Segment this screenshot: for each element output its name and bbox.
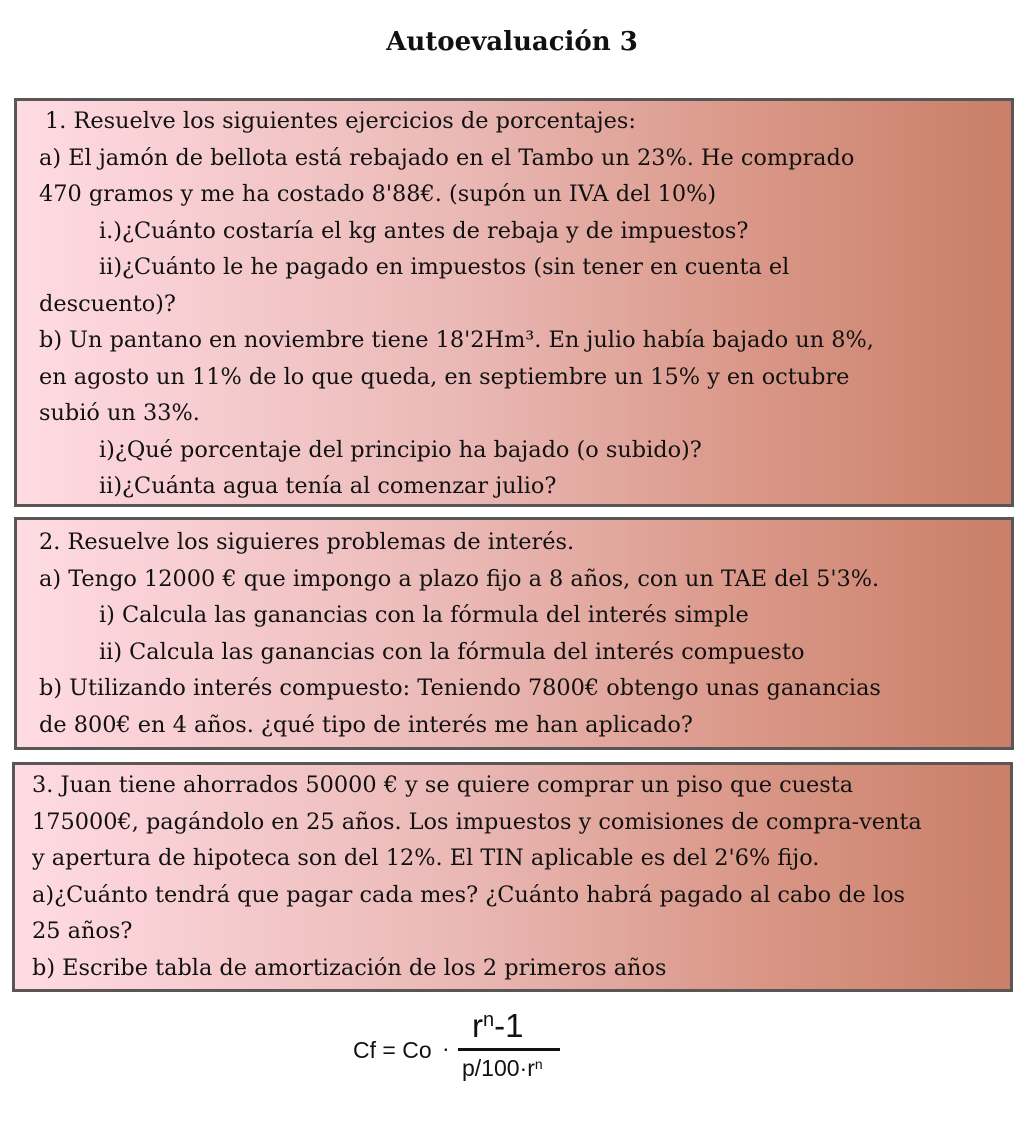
exercise-1-heading: 1. Resuelve los siguientes ejercicios de porcentajes: — [45, 108, 636, 134]
formula-denominator-exponent: n — [534, 1056, 543, 1072]
exercise-2-heading: 2. Resuelve los siguieres problemas de interés. — [39, 529, 575, 555]
formula-multiply-dot: · — [442, 1035, 450, 1061]
exercise-2b-text: b) Utilizando interés compuesto: Teniendo 7800€ obtengo unas ganancias — [39, 675, 881, 701]
exercise-3-box — [12, 762, 1013, 992]
formula-fraction-bar — [458, 1048, 560, 1051]
exercise-1a-text: 470 gramos y me ha costado 8'88€. (supón un IVA del 10%) — [39, 181, 717, 207]
exercise-3-text: 175000€, pagándolo en 25 años. Los impuestos y comisiones de compra-venta — [32, 808, 922, 835]
exercise-1b-text: b) Un pantano en noviembre tiene 18'2Hm³. En julio había bajado un 8%, — [39, 327, 874, 353]
exercise-1a-question-i: i.)¿Cuánto costaría el kg antes de rebaja y de impuestos? — [99, 217, 749, 244]
exercise-2a-question-ii: ii) Calcula las ganancias con la fórmula del interés compuesto — [99, 638, 805, 665]
exercise-2-box — [14, 517, 1014, 750]
exercise-2b-text: de 800€ en 4 años. ¿qué tipo de interés me han aplicado? — [39, 711, 693, 738]
exercise-1b-question-i: i)¿Qué porcentaje del principio ha bajado (o subido)? — [99, 436, 702, 463]
formula-denominator — [462, 1053, 543, 1083]
exercise-1b-question-ii: ii)¿Cuánta agua tenía al comenzar julio? — [99, 473, 557, 499]
exercise-3-text: 3. Juan tiene ahorrados 50000 € y se quiere comprar un piso que cuesta — [32, 772, 854, 798]
exercise-1a-question-ii: ii)¿Cuánto le he pagado en impuestos (sin tener en cuenta el — [99, 254, 790, 280]
exercise-3b-question: b) Escribe tabla de amortización de los 2 primeros años — [32, 954, 667, 981]
exercise-1a-text: a) El jamón de bellota está rebajado en el Tambo un 23%. He comprado — [39, 144, 855, 171]
formula-numerator — [472, 1008, 523, 1044]
exercise-1b-text: en agosto un 11% de lo que queda, en septiembre un 15% y en octubre — [39, 363, 850, 390]
formula-numerator-exponent: n — [483, 1009, 495, 1031]
exercise-2a-text: a) Tengo 12000 € que impongo a plazo fijo a 8 años, con un TAE del 5'3%. — [39, 565, 880, 592]
exercise-1b-text: subió un 33%. — [39, 400, 200, 426]
formula-lhs: Cf = Co — [353, 1037, 432, 1063]
formula-numerator-base: r — [472, 1007, 483, 1044]
compound-interest-formula — [340, 1000, 640, 1100]
formula-denominator-base: p/100·r — [462, 1055, 535, 1081]
page-title: Autoevaluación 3 — [386, 27, 638, 57]
exercise-3a-question: 25 años? — [32, 918, 133, 944]
exercise-1-box — [14, 98, 1014, 507]
exercise-3a-question: a)¿Cuánto tendrá que pagar cada mes? ¿Cuánto habrá pagado al cabo de los — [32, 881, 906, 908]
exercise-1a-question-ii-cont: descuento)? — [39, 290, 176, 317]
exercise-2a-question-i: i) Calcula las ganancias con la fórmula del interés simple — [99, 602, 749, 628]
exercise-3-text: y apertura de hipoteca son del 12%. El TIN aplicable es del 2'6% fijo. — [32, 845, 820, 871]
formula-numerator-rest: -1 — [494, 1007, 524, 1044]
